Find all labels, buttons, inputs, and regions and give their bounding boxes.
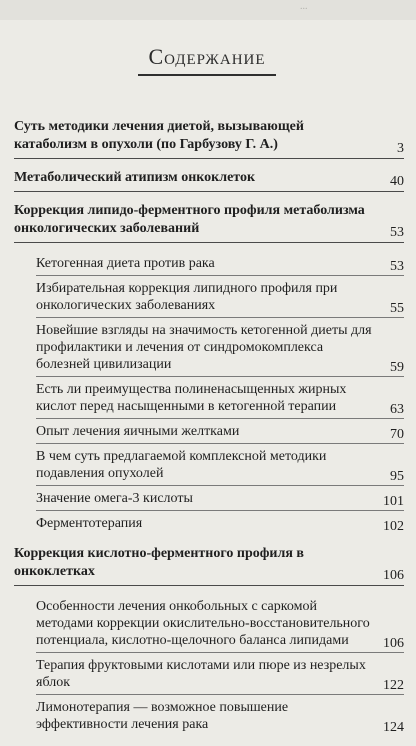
toc-section-title bbox=[14, 169, 404, 187]
toc-page-number: 3 bbox=[397, 141, 404, 156]
toc-subsections bbox=[14, 594, 404, 736]
toc-page-number: 59 bbox=[390, 360, 404, 375]
toc-group bbox=[14, 118, 404, 159]
toc-subsection bbox=[36, 511, 404, 535]
page-title: Содержание bbox=[148, 44, 266, 69]
toc-group bbox=[14, 169, 404, 192]
toc-subsection bbox=[36, 276, 404, 318]
toc-page-number: 40 bbox=[390, 174, 404, 189]
toc-page-number: 122 bbox=[383, 678, 404, 693]
toc-section bbox=[14, 169, 404, 192]
toc-section bbox=[14, 545, 404, 586]
toc-subsection-text: В чем суть предлагаемой комплексной методики подавления опухолей bbox=[36, 449, 327, 481]
toc-page-number: 95 bbox=[390, 469, 404, 484]
toc-group bbox=[14, 545, 404, 736]
toc-subsection-text: Ферментотерапия bbox=[36, 516, 143, 531]
toc-page-number: 70 bbox=[390, 427, 404, 442]
toc-subsection bbox=[36, 251, 404, 276]
toc-section-text: Суть методики лечения диетой, вызывающей катаболизм в опухоли (по Гарбузову Г. А.) bbox=[14, 119, 304, 152]
toc-subsection-text: Опыт лечения яичными желтками bbox=[36, 424, 240, 439]
toc-subsection-text: Есть ли преимущества полиненасыщенных жирных кислот перед насыщенными в кетогенной терапии bbox=[36, 382, 347, 414]
title-underline bbox=[138, 74, 276, 76]
toc-subsection-text: Особенности лечения онкобольных с саркомой методами коррекции окислительно-восстановительного потенциала, кислотно-щелочного баланса липидами bbox=[36, 599, 370, 648]
heading-block bbox=[138, 44, 276, 76]
toc-page-number: 106 bbox=[383, 568, 404, 583]
toc-subsection-text: Избирательная коррекция липидного профиля при онкологических заболеваниях bbox=[36, 281, 338, 313]
toc-page-number: 101 bbox=[383, 494, 404, 509]
toc-subsection bbox=[36, 318, 404, 377]
toc-page-number: 63 bbox=[390, 402, 404, 417]
toc-subsection bbox=[36, 695, 404, 736]
toc-page-number: 106 bbox=[383, 636, 404, 651]
toc-subsection bbox=[36, 594, 404, 653]
toc-group bbox=[14, 202, 404, 535]
toc-page-number: 53 bbox=[390, 225, 404, 240]
toc-subsection bbox=[36, 419, 404, 444]
toc-subsection bbox=[36, 486, 404, 511]
toc-page-number: 53 bbox=[390, 259, 404, 274]
toc-page-number: 124 bbox=[383, 720, 404, 735]
toc-section-text: Коррекция кислотно-ферментного профиля в онкоклетках bbox=[14, 546, 304, 579]
toc-section-title bbox=[14, 118, 404, 154]
top-bleed-text: ... bbox=[0, 0, 416, 20]
toc-section-title bbox=[14, 545, 404, 581]
toc-subsection bbox=[36, 444, 404, 486]
table-of-contents bbox=[14, 118, 404, 746]
toc-subsection bbox=[36, 653, 404, 695]
toc-section-text: Метаболический атипизм онкоклеток bbox=[14, 170, 256, 185]
toc-subsection-text: Кетогенная диета против рака bbox=[36, 256, 215, 271]
toc-section-title bbox=[14, 202, 404, 238]
toc-subsection-text: Терапия фруктовыми кислотами или пюре из незрелых яблок bbox=[36, 658, 366, 690]
toc-subsection bbox=[36, 377, 404, 419]
toc-subsection-text: Новейшие взгляды на значимость кетогенной диеты для профилактики и лечения от синдромокомплекса болезней цивилизации bbox=[36, 323, 372, 372]
toc-page-number: 102 bbox=[383, 519, 404, 534]
toc-section bbox=[14, 202, 404, 243]
toc-subsection-text: Значение омега-3 кислоты bbox=[36, 491, 193, 506]
toc-section-text: Коррекция липидо-ферментного профиля метаболизма онкологических заболеваний bbox=[14, 203, 365, 236]
toc-subsection-text: Лимонотерапия — возможное повышение эффективности лечения рака bbox=[36, 700, 289, 732]
toc-page-number: 55 bbox=[390, 301, 404, 316]
toc-section bbox=[14, 118, 404, 159]
toc-subsections bbox=[14, 251, 404, 535]
